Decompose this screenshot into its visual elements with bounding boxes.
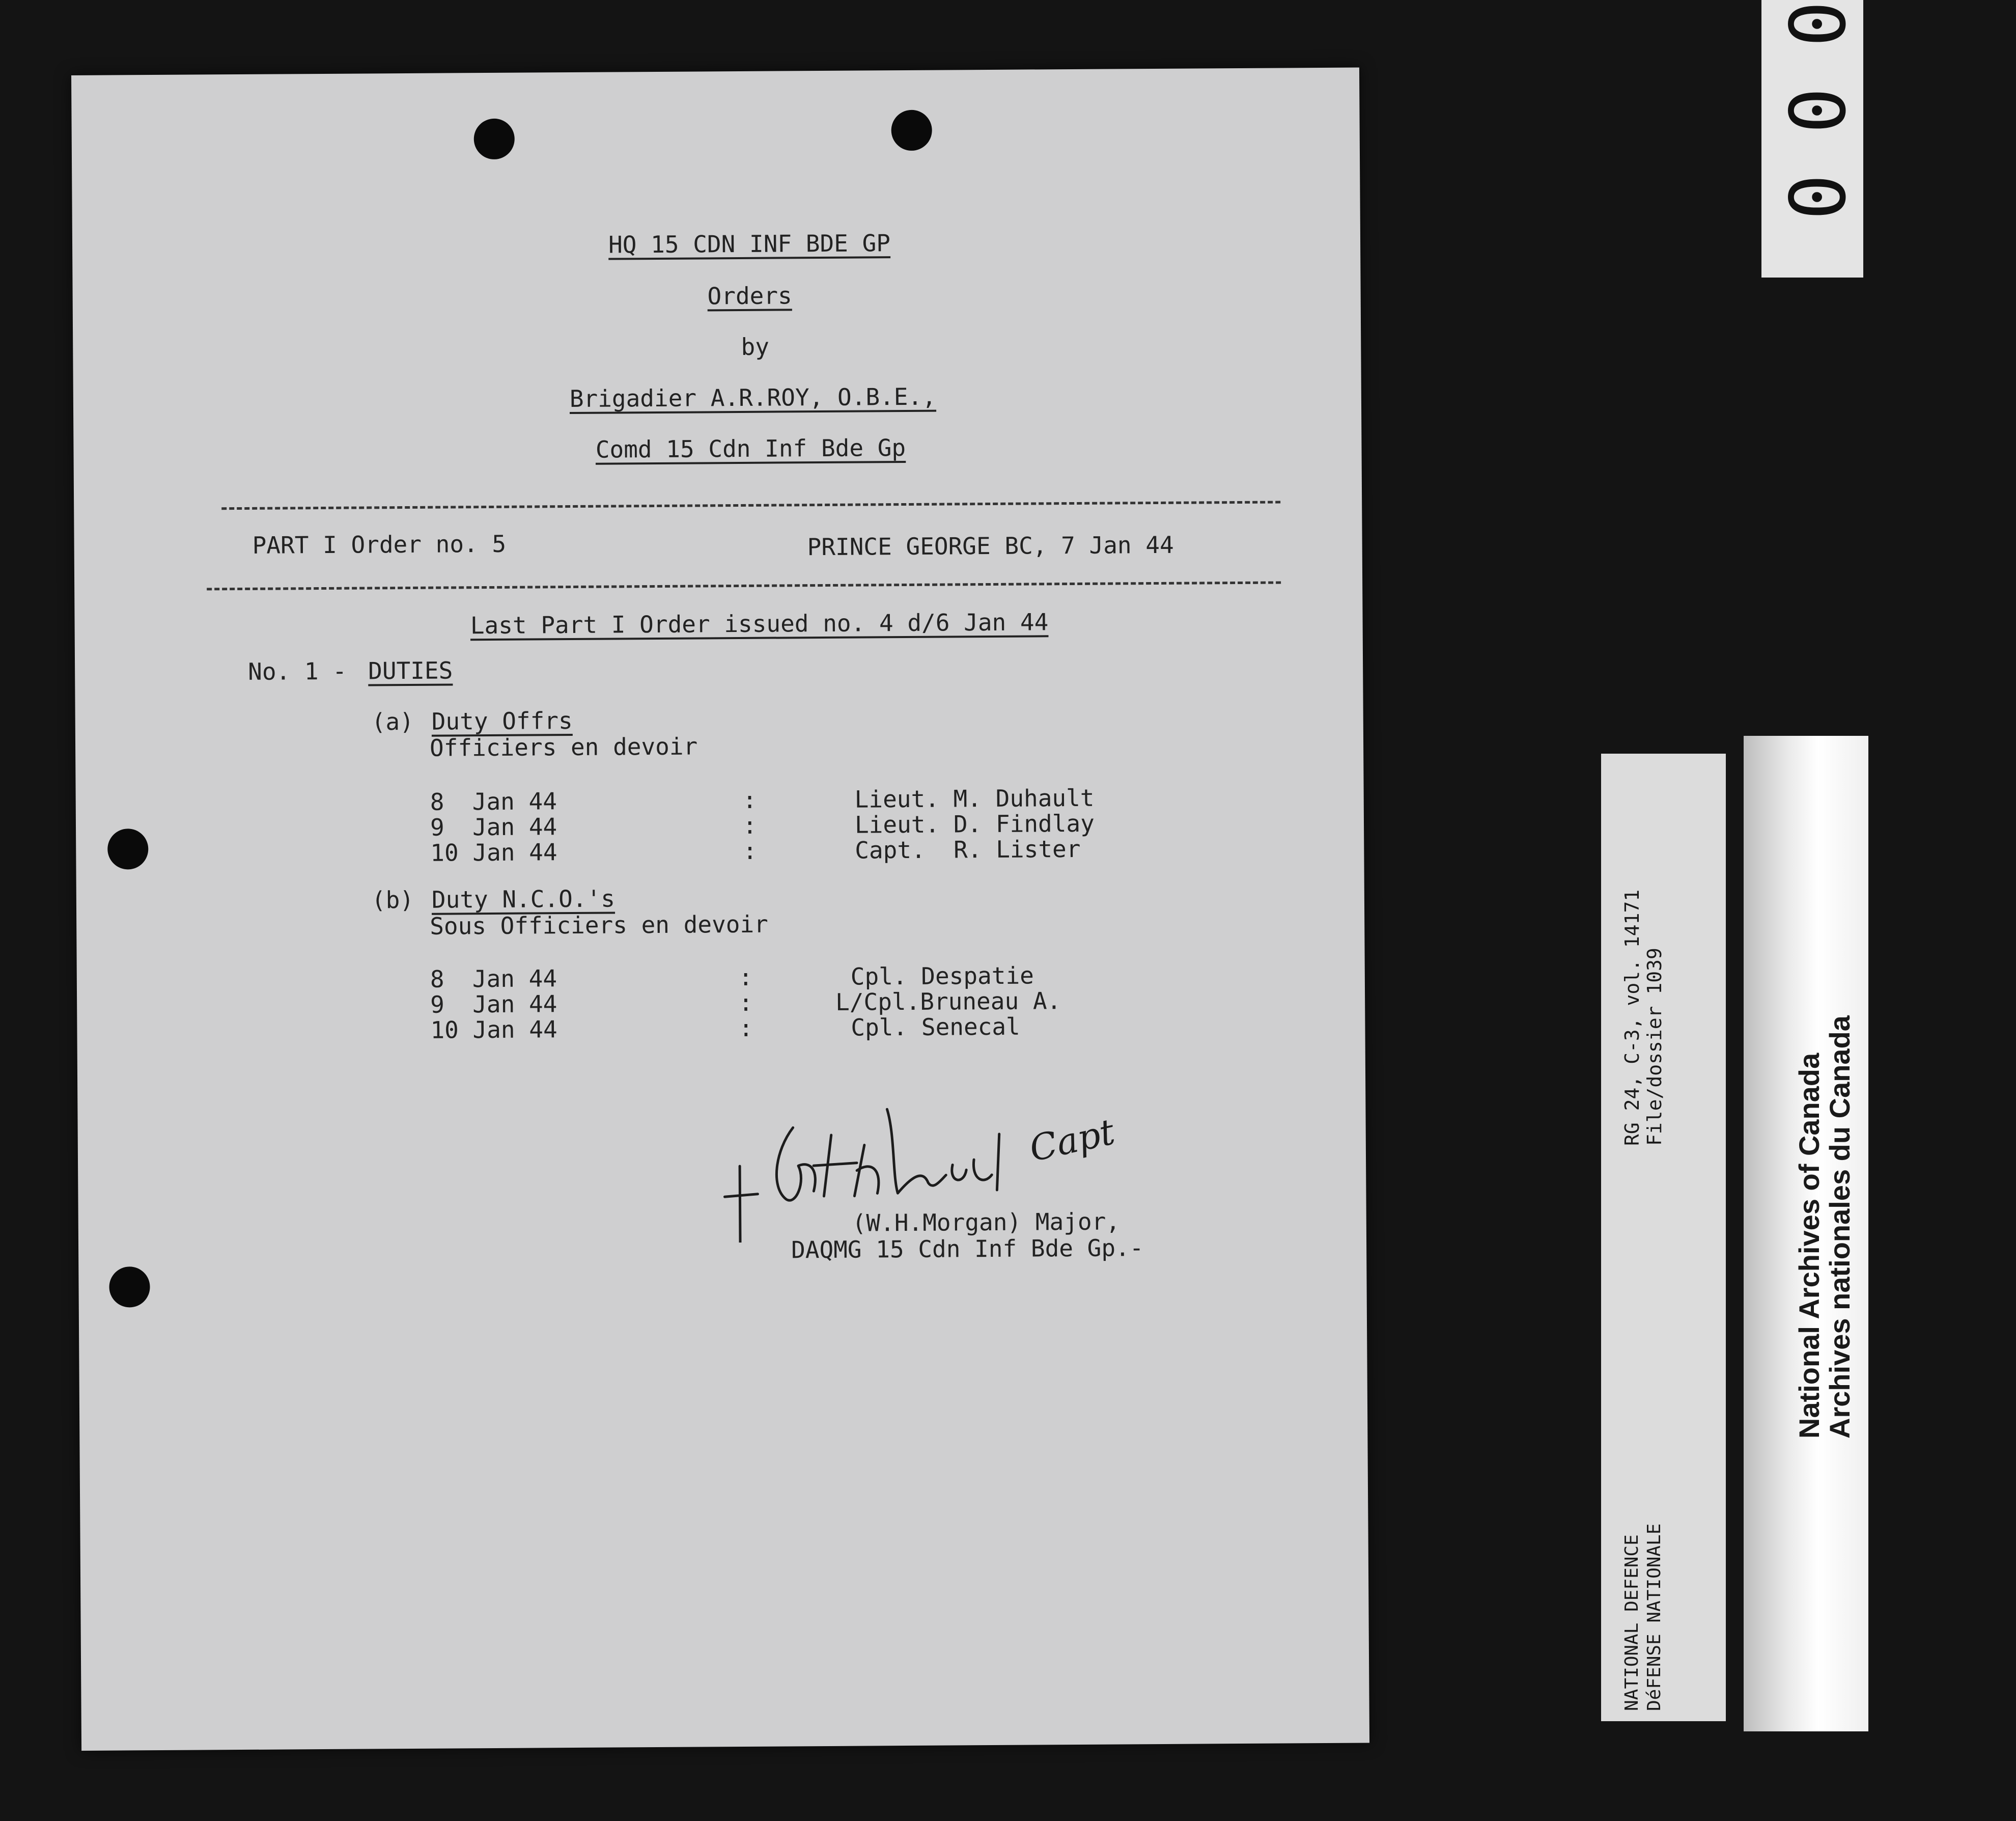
officer-row-separator: : <box>743 837 758 865</box>
nco-row-separator: : <box>738 988 753 1017</box>
header-unit: HQ 15 CDN INF BDE GP <box>608 229 891 259</box>
order-number: PART I Order no. 5 <box>252 530 507 559</box>
duty-officers-marker: (a) <box>371 707 414 736</box>
duty-officers-subtitle: Officiers en devoir <box>429 732 698 762</box>
duty-ncos-title: Duty N.C.O.'s <box>431 885 615 914</box>
frame-counter <box>1761 0 1863 278</box>
national-archives-strip <box>1744 736 1868 1731</box>
officer-row-date: 9 Jan 44 <box>430 813 557 841</box>
document-sheet <box>71 68 1369 1751</box>
nco-row-date: 10 Jan 44 <box>430 1015 557 1044</box>
duty-ncos-marker: (b) <box>371 886 414 914</box>
nco-row-name: Cpl. Senecal <box>851 1012 1020 1041</box>
duty-ncos-subtitle: Sous Officiers en devoir <box>430 910 769 940</box>
archive-reference-line2: File/dossier 1039 <box>1643 948 1666 1146</box>
punch-hole-left-lower <box>109 1266 150 1307</box>
header-command: Comd 15 Cdn Inf Bde Gp <box>595 434 906 463</box>
nco-row-name: Cpl. Despatie <box>850 961 1034 990</box>
nco-row-separator: : <box>738 963 753 991</box>
officer-row-name: Lieut. D. Findlay <box>854 809 1095 839</box>
officer-row-separator: : <box>742 811 757 839</box>
signature-name: (W.H.Morgan) Major, <box>852 1207 1121 1237</box>
frame-counter-digit: 0 <box>1771 174 1860 220</box>
nco-row-name: L/Cpl.Bruneau A. <box>835 987 1061 1016</box>
department-line2: DéFENSE NATIONALE <box>1644 1523 1665 1711</box>
frame-counter-digit: 0 <box>1771 87 1860 134</box>
signature-title: DAQMG 15 Cdn Inf Bde Gp.- <box>791 1234 1144 1264</box>
top-rule <box>221 501 1280 510</box>
officer-row-separator: : <box>742 786 757 814</box>
frame-counter-digit: 0 <box>1771 1 1860 47</box>
nco-row-separator: : <box>739 1014 753 1042</box>
duty-officers-title: Duty Offrs <box>431 707 573 735</box>
punch-hole-top-left <box>474 119 515 159</box>
archive-reference-line1: RG 24, C-3, vol. 14171 <box>1621 889 1643 1146</box>
national-archives-french: Archives nationales du Canada <box>1824 1015 1856 1439</box>
signature-capt: Capt <box>1025 1111 1118 1170</box>
officer-row-date: 8 Jan 44 <box>430 787 557 816</box>
officer-row-name: Lieut. M. Duhault <box>854 784 1095 813</box>
officer-row-date: 10 Jan 44 <box>430 838 557 867</box>
section-number: No. 1 - <box>247 657 347 685</box>
bottom-rule <box>207 582 1281 591</box>
header-by: by <box>741 333 770 361</box>
header-commander: Brigadier A.R.ROY, O.B.E., <box>569 382 937 413</box>
department-line1: NATIONAL DEFENCE <box>1621 1534 1642 1711</box>
nco-row-date: 8 Jan 44 <box>430 964 557 993</box>
section-title: DUTIES <box>368 656 453 685</box>
punch-hole-top-right <box>891 110 932 151</box>
nco-row-date: 9 Jan 44 <box>430 990 557 1018</box>
header-orders: Orders <box>707 282 792 310</box>
last-order-line: Last Part I Order issued no. 4 d/6 Jan 44 <box>470 608 1049 640</box>
place-date: PRINCE GEORGE BC, 7 Jan 44 <box>807 531 1174 561</box>
national-archives-english: National Archives of Canada <box>1793 1053 1825 1439</box>
archive-reference-label <box>1601 754 1726 1721</box>
officer-row-name: Capt. R. Lister <box>855 835 1081 864</box>
punch-hole-left-upper <box>107 829 148 869</box>
